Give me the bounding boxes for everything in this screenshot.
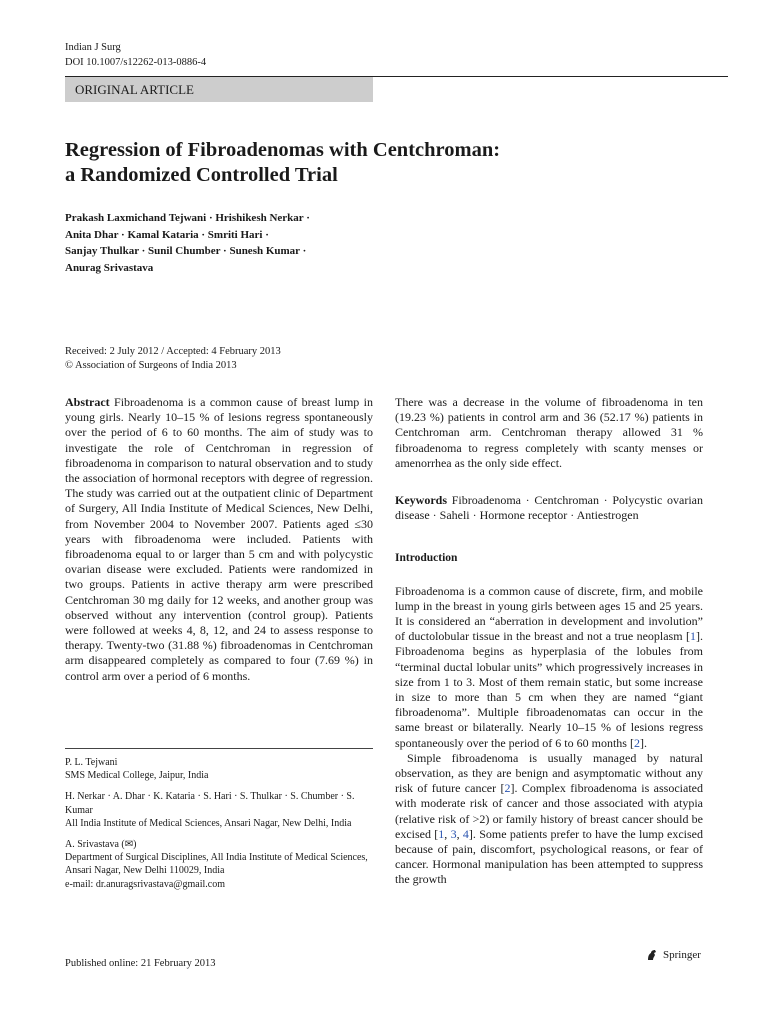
abstract-continued: There was a decrease in the volume of fibroadenoma in ten (19.23 %) patients in control arm and 36 (52.17 %) patients in Centchroman arm. Centchroman therapy allowed 31 % fibroadenoma to regress completely with scanty menses or amenorrhea as the only side effect.: [395, 395, 703, 470]
title-line-1: Regression of Fibroadenomas with Centchroman:: [65, 139, 501, 161]
paragraph-text: Simple fibroadenoma is usually managed by natural observation, as they are benign and asymptomatic without any risk of future cancer [: [395, 750, 703, 796]
author-line: Anita Dhar · Kamal Kataria · Smriti Hari ·: [65, 228, 269, 241]
affiliations: [65, 756, 373, 899]
title-line-2: a Randomized Controlled Trial: [65, 164, 338, 186]
received-accepted: Received: 2 July 2012 / Accepted: 4 February 2013: [65, 346, 281, 357]
citation-link[interactable]: 2: [504, 781, 511, 796]
author-line: Anurag Srivastava: [65, 261, 154, 274]
abstract-column: [65, 395, 373, 684]
publisher-name: Springer: [663, 949, 701, 961]
affiliation-address: SMS Medical College, Jaipur, India: [65, 770, 209, 782]
abstract-label: Abstract: [65, 395, 110, 409]
keywords: [395, 493, 703, 523]
citation-link[interactable]: 4: [462, 826, 469, 841]
article-type-banner: ORIGINAL ARTICLE: [65, 77, 373, 102]
paragraph-text: Fibroadenoma is a common cause of discrete, firm, and mobile lump in the breast in young girls between ages 15 and 25 years. It is considered an “aberration in development and involution” of ductolobular tissue in the breast and not a true neoplasm [: [395, 583, 703, 644]
keywords-text: Fibroadenoma · Centchroman · Polycystic ovarian disease · Saheli · Hormone receptor · Antiestrogen: [395, 493, 704, 523]
journal-header: [65, 40, 206, 70]
citation-link[interactable]: 1: [690, 629, 696, 644]
right-column: [395, 395, 703, 888]
affiliation-names: H. Nerkar · A. Dhar · K. Kataria · S. Hari · S. Thulkar · S. Chumber · S. Kumar: [65, 791, 355, 816]
author-list: [65, 210, 385, 276]
article-dates: [65, 345, 281, 372]
copyright: © Association of Surgeons of India 2013: [65, 359, 237, 371]
paper-title: [65, 138, 705, 188]
author-line: Sanjay Thulkar · Sunil Chumber · Sunesh Kumar ·: [65, 245, 307, 257]
affiliation-address: All India Institute of Medical Sciences, Ansari Nagar, New Delhi, India: [65, 817, 352, 829]
introduction-heading: Introduction: [395, 552, 458, 565]
paragraph-text: ]. Fibroadenoma begins as hyperplasia of the lobules from “terminal ductal lobular units” which progressively increases in size from 1 to 3. Most of them remain static, but some increase in size to more than 5 cm when they are named “giant fibroadenoma”. Multiple fibroadenomatas can occur in the same breast or bilaterally. Nearly 10–15 % of lesions regress spontaneously over the period of 6 to 60 months [: [395, 629, 703, 750]
citation-link[interactable]: 3: [450, 826, 457, 841]
introduction-paragraph-1: [395, 584, 703, 751]
introduction-paragraph-2: Simple fibroadenoma is usually managed by natural observation, as they are benign and asymptomatic without any risk of future cancer [2]. Complex fibroadenoma is associated with moderate risk of cancer and those associated with atypia (relative risk of >2) or family history of breast cancer should be excised [1, 3, 4]. Some patients prefer to have the lump excised because of pain, discomfort, psychological reasons, or fear of cancer. Hormonal manipulation has been attempted to suppress the growth: [395, 750, 704, 887]
citation-link[interactable]: 2: [633, 735, 640, 750]
affiliation-address: Department of Surgical Disciplines, All India Institute of Medical Sciences, Ansari Nagar, New Delhi 110029, India: [65, 852, 368, 877]
email-link[interactable]: e-mail: dr.anuragsrivastava@gmail.com: [65, 878, 225, 890]
paragraph-text: ]. Complex fibroadenoma is associated with moderate risk of cancer and those associated with atypia (relative risk of >2) or family history of breast cancer should be excised [: [395, 781, 703, 841]
citation-link[interactable]: 1: [438, 826, 445, 841]
springer-horse-icon: [645, 948, 659, 962]
journal-name: Indian J Surg: [65, 42, 121, 53]
affiliation-names: A. Srivastava (✉): [65, 839, 137, 851]
paragraph-text: ].: [639, 735, 647, 750]
published-online: Published online: 21 February 2013: [65, 958, 216, 969]
publisher-logo: [645, 948, 701, 962]
affiliation-names: P. L. Tejwani: [65, 757, 118, 768]
doi: DOI 10.1007/s12262-013-0886-4: [65, 57, 207, 68]
abstract-text: Fibroadenoma is a common cause of breast lump in young girls. Nearly 10–15 % of lesions regress spontaneously over the period of 6 to 60 months. The aim of study was to investigate the role of Centchroman in regression of fibroadenoma in comparison to natural observation and to study the association of hormonal receptors with degree of regression. The study was carried out at the outpatient clinic of Department of Surgery, All India Institute of Medical Sciences, New Delhi, from November 2004 to November 2007. Patients aged ≤30 years with fibroadenoma were included. Patients with fibroadenoma equal to or larger than 5 cm and with polycystic ovarian disease were excluded. Patients were randomized in two groups. Patients in active therapy arm were prescribed Centchroman 30 mg daily for 12 weeks, and another group was observed without any intervention (control group). Patients were followed at weeks 4, 8, 12, and 24 to assess response to therapy. Twenty-two (31.88 %) fibroadenomas in Centchroman arm disappeared completely as compared to four (7.69 %) in control arm over a period of 6 months.: [65, 395, 374, 683]
keywords-label: Keywords: [395, 493, 447, 508]
affiliation-block: [65, 838, 373, 891]
author-line: Prakash Laxmichand Tejwani · Hrishikesh Nerkar ·: [65, 212, 310, 224]
affiliation-block: [65, 790, 373, 830]
abstract: [65, 395, 373, 684]
affiliation-block: [65, 756, 373, 782]
footnote-rule: [65, 748, 373, 749]
paragraph-text: ]. Some patients prefer to have the lump excised because of pain, discomfort, psychological reasons, or fear of cancer. Hormonal manipulation has been attempted to suppress the growth: [395, 826, 704, 887]
